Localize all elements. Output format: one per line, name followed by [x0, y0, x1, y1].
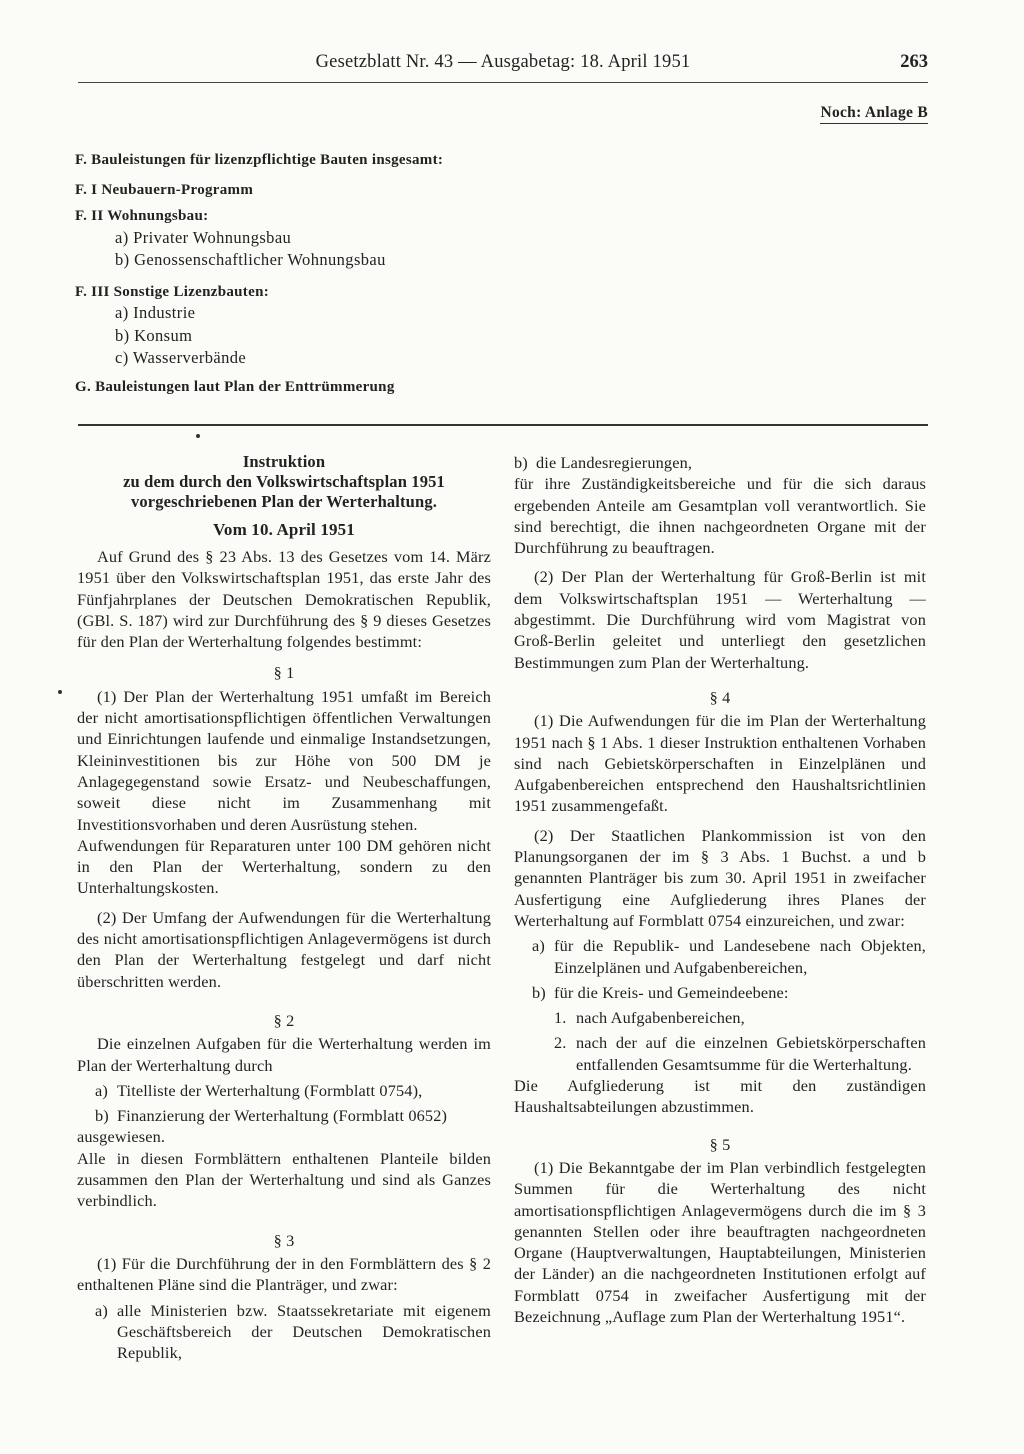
section-heading: § 1 — [273, 663, 295, 683]
anlage-item-f1: F. I Neubauern-Programm — [75, 182, 254, 198]
list-item — [514, 452, 926, 473]
paragraph: Alle in diesen Formblättern enthaltenen Planteile bilden zusammen den Plan der Werterhaltung und sind als Ganzes verbindlich. — [77, 1148, 491, 1211]
paragraph: (1) Die Bekanntgabe der im Plan verbindlich festgelegten Summen für die Werterhaltung des nicht amortisationspflichtigen Anlagevermögens durch die im § 3 genannten Stellen oder ihre beauftragten nachgeordneten Organe (Hauptverwaltungen, Hauptabteilungen, Ministerien der Länder) an die nachgeordneten Institutionen erfolgt auf Formblatt 0754 in zweifacher Ausfertigung mit der Bezeichnung „Auflage zum Plan der Werterhaltung 1951“. — [514, 1157, 926, 1326]
section-divider — [78, 424, 928, 426]
title-line: zu dem durch den Volkswirtschaftsplan 1951 — [123, 472, 445, 491]
right-column — [514, 452, 926, 1327]
list-text: für die Kreis- und Gemeindeebene: — [554, 982, 789, 1002]
paragraph: (1) Die Aufwendungen für die im Plan der Werterhaltung 1951 nach § 1 Abs. 1 dieser Instruktion enthaltenen Vorhaben sind nach Gebietskörperschaften in Einzelplänen und Aufgabenbereichen entsprechend den Haushaltsrichtlinien 1951 zusammengefaßt. — [514, 711, 926, 816]
section-heading: § 4 — [709, 687, 731, 707]
list-text: Finanzierung der Werterhaltung (Formblatt 0652) — [117, 1106, 448, 1126]
list-label: b) — [514, 453, 528, 472]
anlage-item-f2b: b) Genossenschaftlicher Wohnungsbau — [115, 250, 386, 269]
print-speck — [58, 690, 62, 694]
anlage-item-f3c: c) Wasserverbände — [115, 348, 247, 367]
list-label: b) — [532, 982, 546, 1002]
section-heading: § 2 — [273, 1010, 295, 1030]
list-text: für die Republik- und Landesebene nach Objekten, Einzelplänen und Aufgabenbereichen, — [554, 936, 926, 977]
paragraph: ausgewiesen. — [77, 1127, 166, 1147]
list-text: die Landesregierungen, — [536, 453, 693, 472]
list-item — [554, 1032, 926, 1075]
list-text: nach der auf die einzelnen Gebietskörperschaften entfallenden Gesamtsumme für die Werterhaltung. — [576, 1033, 926, 1074]
page-header — [78, 46, 928, 83]
paragraph: (2) Der Umfang der Aufwendungen für die Werterhaltung des nicht amortisationspflichtigen Anlagevermögens ist durch den Plan der Werterhaltung festgelegt und darf nicht überschritten werden. — [77, 907, 491, 991]
list-label: b) — [95, 1106, 109, 1126]
list-label: 2. — [554, 1033, 567, 1053]
anlage-label: Noch: Anlage B — [820, 104, 928, 124]
list-label: a) — [95, 1300, 108, 1320]
anlage-item-f2: F. II Wohnungsbau: — [75, 208, 209, 224]
paragraph: (2) Der Staatlichen Plankommission ist von den Planungsorganen der im § 3 Abs. 1 Buchst. a und b genannten Planträger bis zum 30. April 1951 in zweifacher Ausfertigung eine Aufgliederung ihres Planes der Werterhaltung auf Formblatt 0754 einzureichen, und zwar: — [514, 825, 926, 930]
title-line: vorgeschriebenen Plan der Werterhaltung. — [130, 492, 438, 511]
anlage-item-f3b: b) Konsum — [115, 326, 193, 345]
paragraph: (2) Der Plan der Werterhaltung für Groß-Berlin ist mit dem Volkswirtschaftsplan 1951 — Werterhaltung — abgestimmt. Die Durchführung wird vom Magistrat von Groß-Berlin geleitet und unterliegt den gesetzlichen Bestimmungen zum Plan der Werterhaltung. — [514, 567, 926, 672]
list-item — [532, 935, 926, 978]
page-number: 263 — [900, 52, 928, 72]
anlage-item-g: G. Bauleistungen laut Plan der Enttrümmerung — [75, 379, 395, 395]
list-item — [95, 1300, 491, 1364]
list-item — [554, 1007, 926, 1028]
paragraph: Aufwendungen für Reparaturen unter 100 DM gehören nicht in den Plan der Werterhaltung, sondern zu den Unterhaltungskosten. — [77, 835, 491, 898]
paragraph: (1) Für die Durchführung der in den Formblättern des § 2 enthaltenen Pläne sind die Planträger, und zwar: — [77, 1253, 491, 1295]
list-item — [532, 982, 926, 1003]
paragraph: (1) Der Plan der Werterhaltung 1951 umfaßt im Bereich der nicht amortisationspflichtigen öffentlichen Verwaltungen und Einrichtungen laufende und einmalige Instandsetzungen, Kleininvestitionen bis zur Höhe von 500 DM je Anlagegegenstand sowie Ersatz- und Neubeschaffungen, soweit diese nicht im Zusammenhang mit Investitionsvorhaben und deren Ausrüstung stehen. — [77, 686, 491, 834]
header-title: Gesetzblatt Nr. 43 — Ausgabetag: 18. April 1951 — [315, 52, 691, 72]
list-item — [95, 1080, 491, 1101]
list-text: Titelliste der Werterhaltung (Formblatt 0754), — [117, 1080, 423, 1100]
section-heading: § 3 — [273, 1230, 295, 1250]
left-column — [77, 452, 491, 1363]
instruction-title — [77, 452, 491, 540]
section-heading: § 5 — [709, 1134, 731, 1154]
print-speck — [196, 434, 200, 438]
anlage-item-f3a: a) Industrie — [115, 303, 196, 322]
list-label: a) — [95, 1080, 108, 1100]
list-label: 1. — [554, 1008, 567, 1028]
list-text: alle Ministerien bzw. Staatssekretariate mit eigenem Geschäftsbereich der Deutschen Demokratischen Republik, — [117, 1300, 491, 1363]
paragraph: Die einzelnen Aufgaben für die Werterhaltung werden im Plan der Werterhaltung durch — [77, 1034, 491, 1075]
paragraph: Die Aufgliederung ist mit den zuständigen Haushaltsabteilungen abzustimmen. — [514, 1076, 926, 1117]
instruction-date: Vom 10. April 1951 — [213, 520, 355, 539]
preamble: Auf Grund des § 23 Abs. 13 des Gesetzes vom 14. März 1951 über den Volkswirtschaftsplan 1951, das erste Jahr des Fünfjahrplanes der Deutschen Demokratischen Republik, (GBl. S. 187) wird zur Durchführung des § 9 dieses Gesetzes für den Plan der Werterhaltung folgendes bestimmt: — [77, 547, 491, 652]
anlage-item-f2a: a) Privater Wohnungsbau — [115, 228, 292, 247]
paragraph: für ihre Zuständigkeitsbereiche und für die sich daraus ergebenden Anteile am Gesamtplan voll verantwortlich. Sie sind berechtigt, die ihnen nachgeordneten Organe mit der Durchführung zu beauftragen. — [514, 474, 926, 558]
list-label: a) — [532, 936, 545, 956]
anlage-item-f: F. Bauleistungen für lizenzpflichtige Bauten insgesamt: — [75, 152, 444, 168]
list-text: nach Aufgabenbereichen, — [576, 1008, 745, 1028]
list-item — [95, 1105, 491, 1126]
anlage-item-f3: F. III Sonstige Lizenzbauten: — [75, 284, 270, 300]
title-line: Instruktion — [242, 452, 326, 471]
